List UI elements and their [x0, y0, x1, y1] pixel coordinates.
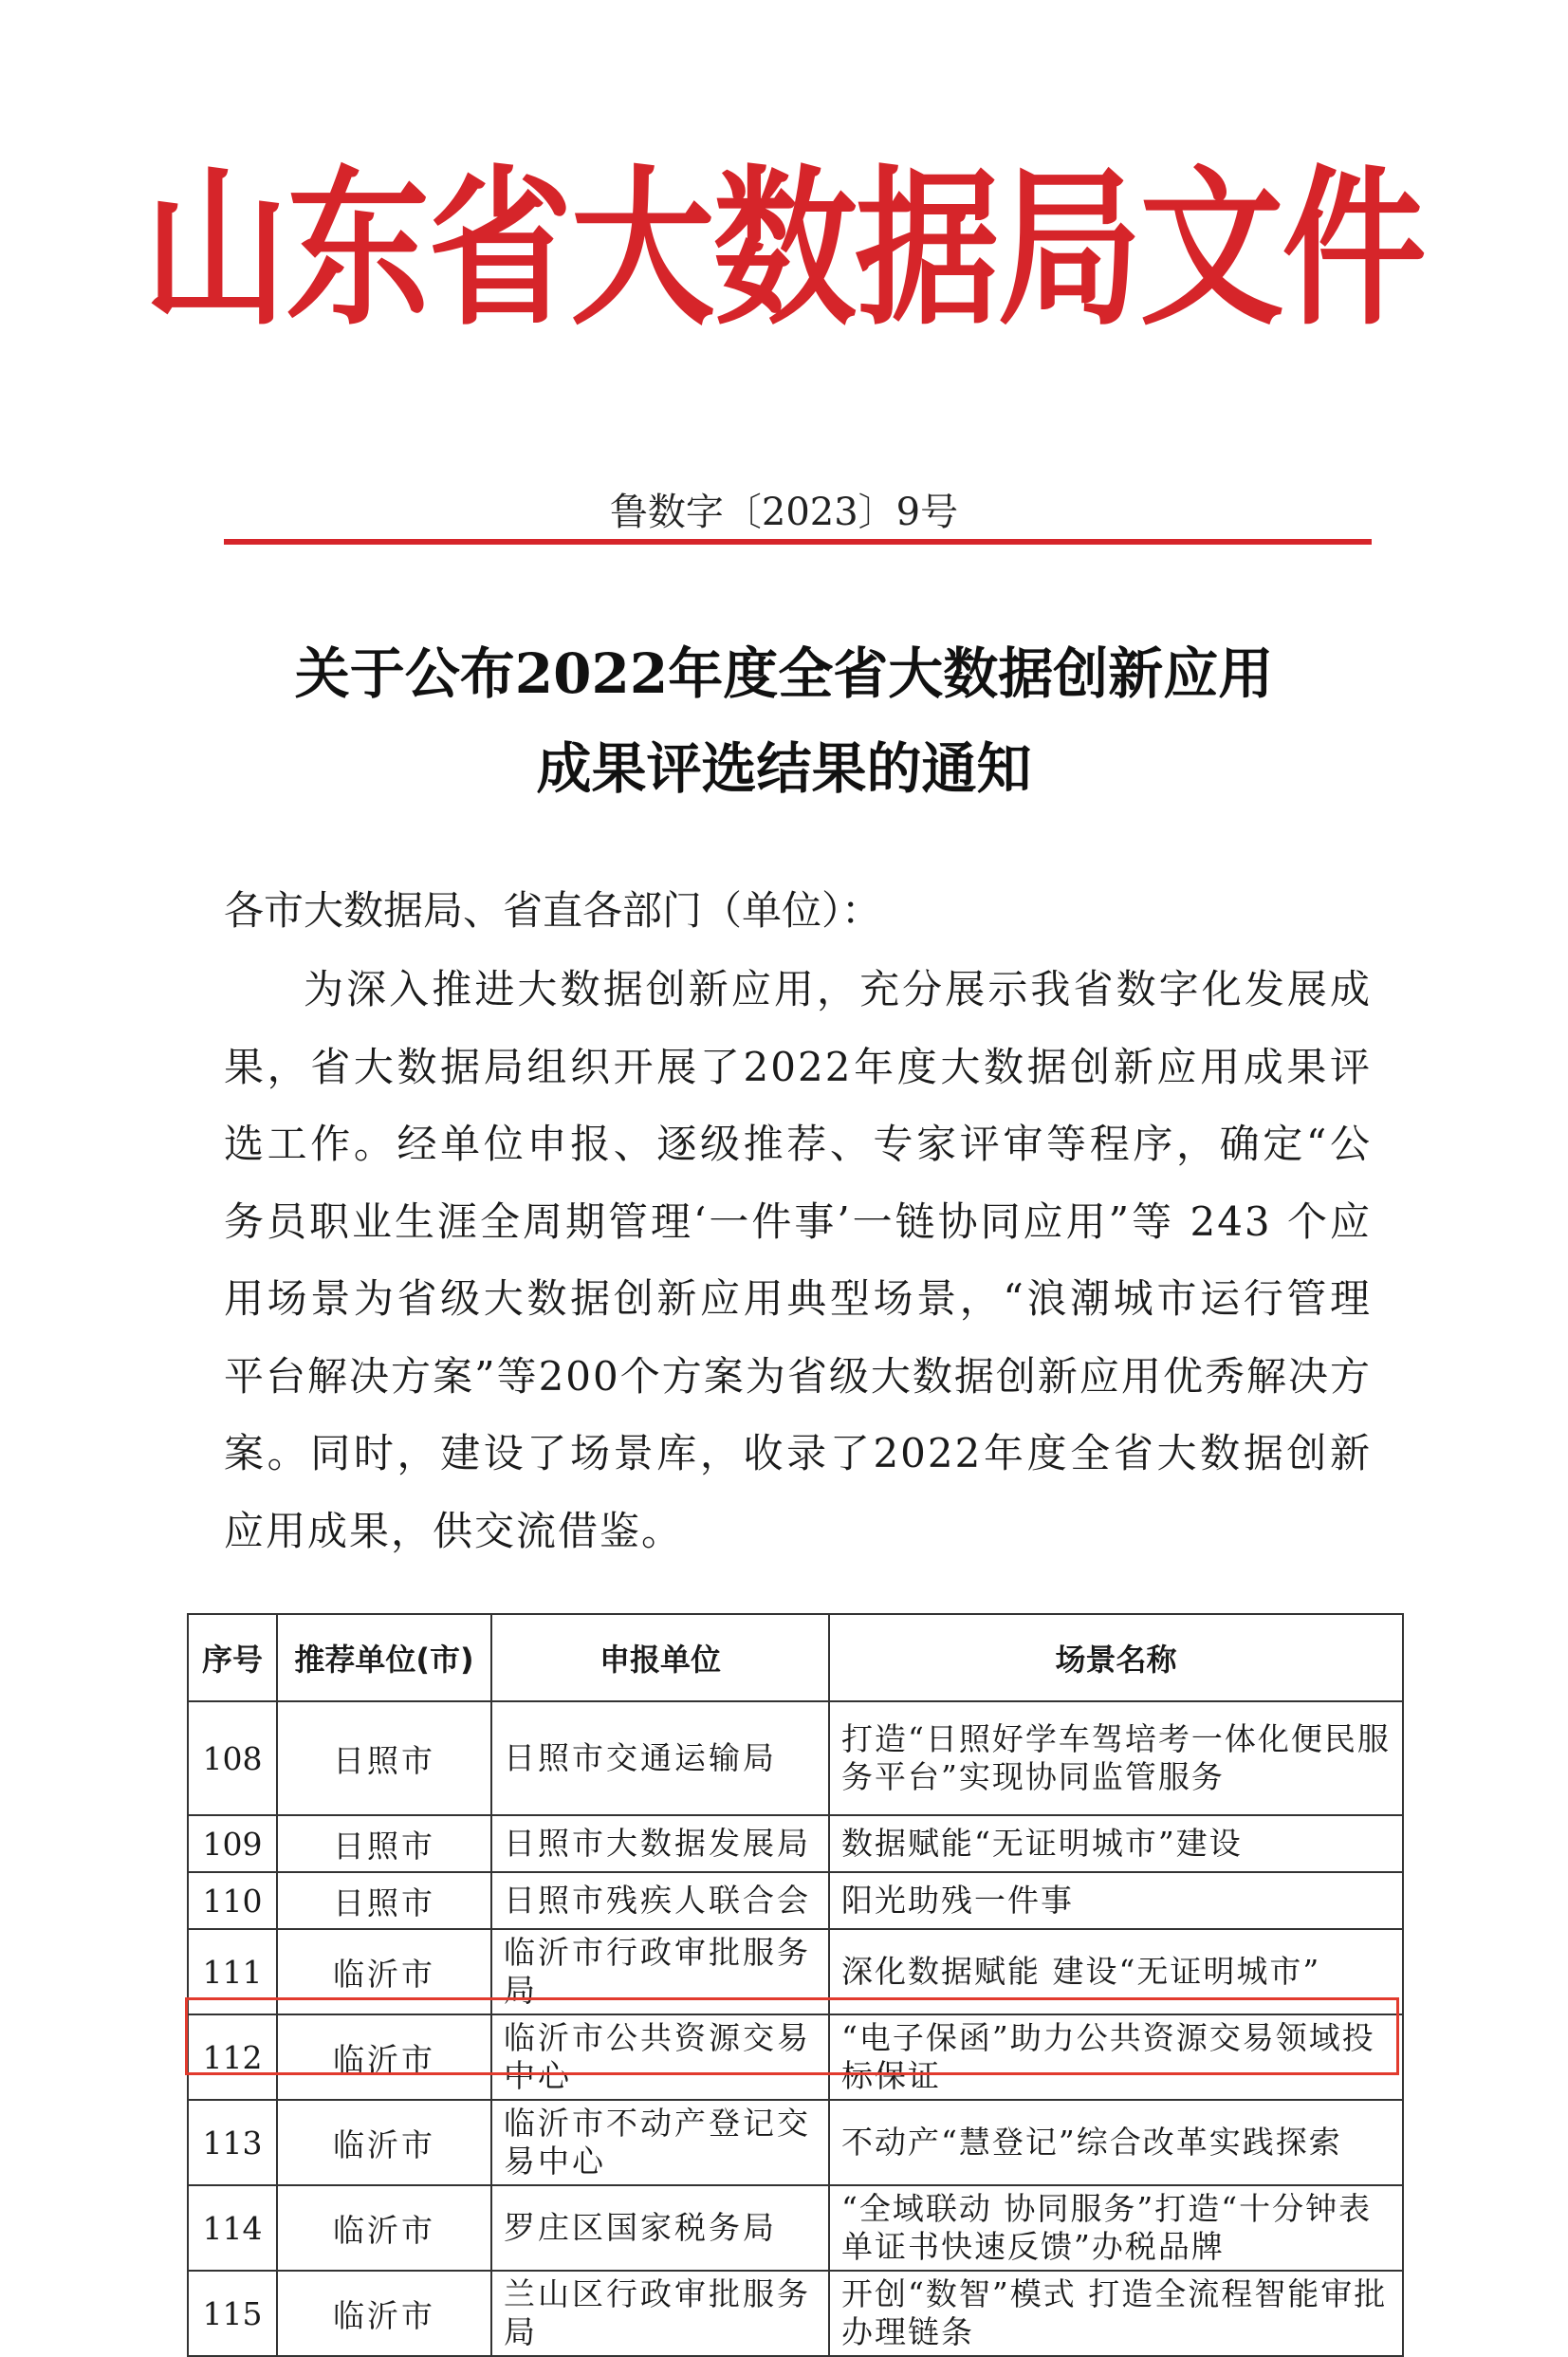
- header-unit: 申报单位: [491, 1614, 829, 1701]
- row-unit: 兰山区行政审批服务局: [491, 2271, 829, 2356]
- row-unit: 日照市大数据发展局: [491, 1815, 829, 1872]
- row-city: 临沂市: [277, 2185, 491, 2271]
- row-city: 临沂市: [277, 2271, 491, 2356]
- red-divider-line: [224, 539, 1372, 545]
- header-index: 序号: [188, 1614, 277, 1701]
- row-index: 110: [188, 1872, 277, 1929]
- header-city: 推荐单位(市): [277, 1614, 491, 1701]
- table-row: [188, 2185, 1403, 2271]
- row-city: 日照市: [277, 1872, 491, 1929]
- row-scene: 打造“日照好学车驾培考一体化便民服务平台”实现协同监管服务: [829, 1701, 1403, 1815]
- row-unit: 临沂市行政审批服务局: [491, 1929, 829, 2014]
- row-index: 113: [188, 2100, 277, 2185]
- row-scene: 开创“数智”模式 打造全流程智能审批办理链条: [829, 2271, 1403, 2356]
- row-city: 日照市: [277, 1815, 491, 1872]
- row-index: 108: [188, 1701, 277, 1815]
- header-scene: 场景名称: [829, 1614, 1403, 1701]
- row-city: 临沂市: [277, 2014, 491, 2100]
- row-scene: 深化数据赋能 建设“无证明城市”: [829, 1929, 1403, 2014]
- row-index: 109: [188, 1815, 277, 1872]
- row-unit: 临沂市不动产登记交易中心: [491, 2100, 829, 2185]
- row-scene: 不动产“慧登记”综合改革实践探索: [829, 2100, 1403, 2185]
- table-row: [188, 2100, 1403, 2185]
- row-city: 临沂市: [277, 1929, 491, 2014]
- row-scene: “电子保函”助力公共资源交易领域投标保证: [829, 2014, 1403, 2100]
- table-row-highlighted: [188, 2014, 1403, 2100]
- table-row: [188, 1872, 1403, 1929]
- row-scene: 数据赋能“无证明城市”建设: [829, 1815, 1403, 1872]
- document-number: 鲁数字〔2023〕9号: [609, 491, 959, 534]
- table-row: [188, 1701, 1403, 1815]
- results-table: [187, 1613, 1404, 2357]
- row-scene: “全域联动 协同服务”打造“十分钟表单证书快速反馈”办税品牌: [829, 2185, 1403, 2271]
- row-unit: 日照市残疾人联合会: [491, 1872, 829, 1929]
- row-scene: 阳光助残一件事: [829, 1872, 1403, 1929]
- table-header-row: [188, 1614, 1403, 1701]
- row-city: 日照市: [277, 1701, 491, 1815]
- notice-title-line-1: 关于公布2022年度全省大数据创新应用: [294, 641, 1274, 706]
- row-unit: 日照市交通运输局: [491, 1701, 829, 1815]
- agency-header-title: 山东省大数据局文件: [143, 147, 1425, 349]
- notice-title-line-2: 成果评选结果的通知: [536, 736, 1032, 801]
- salutation: 各市大数据局、省直各部门（单位）：: [224, 887, 882, 934]
- row-index: 111: [188, 1929, 277, 2014]
- table-row: [188, 1815, 1403, 1872]
- row-city: 临沂市: [277, 2100, 491, 2185]
- row-index: 115: [188, 2271, 277, 2356]
- body-paragraph: 为深入推进大数据创新应用，充分展示我省数字化发展成果，省大数据局组织开展了2022年度大数据创新应用成果评选工作。经单位申报、逐级推荐、专家评审等程序，确定“公务员职业生涯全周期管理‘一件事’一链协同应用”等 243 个应用场景为省级大数据创新应用典型场景，“浪潮城市运行管理平台解决方案”等200个方案为省级大数据创新应用优秀解决方案。同时，建设了场景库，收录了2022年度全省大数据创新应用成果，供交流借鉴。: [224, 966, 1372, 1554]
- row-index: 114: [188, 2185, 277, 2271]
- row-unit: 临沂市公共资源交易中心: [491, 2014, 829, 2100]
- notice-title: [0, 626, 1568, 816]
- row-unit: 罗庄区国家税务局: [491, 2185, 829, 2271]
- table-row: [188, 2271, 1403, 2356]
- table-row: [188, 1929, 1403, 2014]
- row-index: 112: [188, 2014, 277, 2100]
